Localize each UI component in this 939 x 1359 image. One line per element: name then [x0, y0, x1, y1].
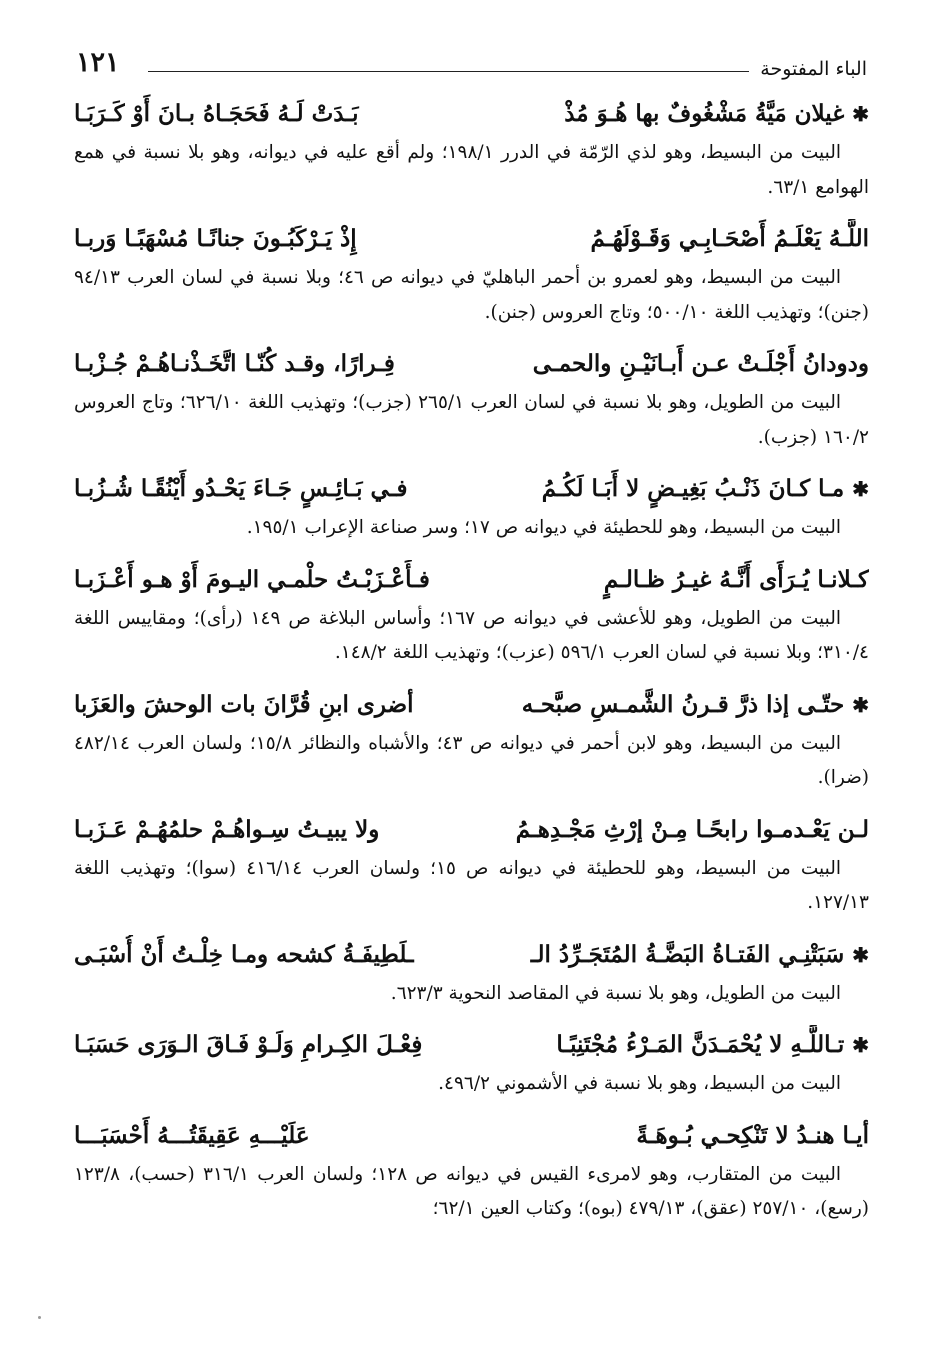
first-hemistich [516, 810, 869, 850]
first-hemistich-text: حتّـى إذا ذرَّ قـرنُ الشَّمـسِ صبَّحـه [521, 690, 845, 718]
margin-mark [38, 1316, 41, 1319]
asterisk-icon: ✱ [852, 477, 869, 501]
verse-line [74, 94, 869, 134]
first-hemistich [591, 219, 869, 259]
source-note: البيت من البسيط، وهو لذي الرّمّة في الدرر ١٩٨/١؛ ولم أقع عليه في ديوانه، وهو بلا نسبة في همع الهوامع ٦٣/١. [74, 142, 869, 198]
asterisk-icon: ✱ [852, 692, 869, 717]
source-note: البيت من المتقارب، وهو لامرىء القيس في ديوانه ص ١٢٨؛ ولسان العرب ٣١٦/١ (حسب)، ١٢٣/٨ (رسع)، ٢٥٧/١٠ (عقق)، ٤٧٩/١٣ (بوه)؛ وكتاب العين ٦٢/١؛ [74, 1163, 869, 1219]
verse-line [74, 219, 869, 259]
source-note: البيت من البسيط، وهو للحطيئة في ديوانه ص ١٥؛ ولسان العرب ٤١٦/١٤ (سوا)؛ وتهذيب اللغة ١٢٧/١٣. [74, 857, 869, 913]
second-hemistich: بَـدَتْ لَـهُ فَحَجَـاهُ بـانَ أَوْ كَـرَبَـا [74, 100, 359, 127]
source-note: البيت من الطويل، وهو بلا نسبة في المقاصد النحوية ٦٢٣/٣. [390, 982, 841, 1004]
header-rule [148, 71, 749, 72]
verse-line [74, 810, 869, 850]
second-hemistich: ـلَطِيفَـةُ كشحه ومـا خِلْـتُ أَنْ أُسْبَـى [74, 940, 414, 968]
first-hemistich-text: سَبَتْنِـي الفَتـاةُ البَضَّـةُ المُتَجَـرِّدُ الـ [530, 940, 845, 968]
running-title: الباء المفتوحة [760, 58, 867, 80]
asterisk-icon: ✱ [852, 942, 869, 967]
verse-entry [74, 810, 869, 921]
source-note: البيت من الطويل، وهو بلا نسبة في لسان العرب ٢٦٥/١ (جزب)؛ وتهذيب اللغة ٦٢٦/١٠؛ وتاج العروس ١٦٠/٢ (جزب). [74, 392, 869, 448]
source-note: البيت من البسيط، وهو بلا نسبة في الأشموني ٤٩٦/٢. [438, 1073, 841, 1094]
source-note: البيت من البسيط، وهو لابن أحمر في ديوانه ص ٤٣؛ والأشباه والنظائر ١٥/٨؛ ولسان العرب ٤٨٢/١٤ (ضرا). [74, 732, 869, 788]
second-hemistich: إِذْ يَـرْكَبُـونَ جنانًـا مُسْهَبًـا وَربـا [74, 225, 357, 252]
first-hemistich [522, 685, 869, 725]
first-hemistich [533, 344, 869, 384]
verse-entry [74, 94, 869, 205]
first-hemistich-text: غيلان مَيَّةُ مَشْغُوفٌ بها هُـوَ مُذْ [564, 100, 845, 127]
verse-entry [74, 935, 869, 1012]
verse-line [74, 1025, 869, 1065]
first-hemistich-text: لـن يَعْـدمـوا رابحًـا مِـنْ إرْثِ مَجْـدِهـمُ [515, 815, 869, 843]
second-hemistich: فـي بَـائِـسٍ جَـاءَ يَحْـدُو أَيْنُقًـا شُـزُبـا [74, 475, 408, 502]
first-hemistich [542, 469, 869, 509]
second-hemistich: ولا يبيـتُ سِـواهُـمْ حلمُهُـمْ عَـزَبـا [74, 815, 380, 843]
first-hemistich [556, 1025, 869, 1065]
verse-entry [74, 685, 869, 796]
verse-line [74, 1116, 869, 1156]
second-hemistich: أضرى ابنِ قُرَّانَ بات الوحشَ والعَزَبا [74, 690, 414, 718]
first-hemistich [604, 560, 869, 600]
second-hemistich: فِـرارًا، وقـد كُنّـا اتَّخَـذْنـاهُـمْ جُـزْبـا [74, 350, 395, 377]
verse-entry [74, 469, 869, 546]
page-number: ١٢١ [76, 47, 120, 78]
first-hemistich-text: أيـا هنـدُ لا تَنْكِحـي بُـوهَـةً [636, 1121, 869, 1149]
source-note: البيت من البسيط، وهو للحطيئة في ديوانه ص ١٧؛ وسر صناعة الإعراب ١٩٥/١. [246, 517, 841, 538]
first-hemistich-text: كـلانـا يُـرَأَى أَنَّـهُ غيـرُ ظـالـمٍ [603, 565, 869, 593]
verse-line [74, 469, 869, 509]
first-hemistich [531, 935, 869, 975]
verse-line [74, 344, 869, 384]
first-hemistich [564, 94, 869, 134]
verse-line [74, 685, 869, 725]
verse-entry [74, 219, 869, 330]
second-hemistich: عَلَيْـــهِ عَقِيقَتُـــهُ أَحْسَبَـــا [74, 1121, 310, 1149]
verse-entry [74, 344, 869, 455]
verse-entry [74, 1025, 869, 1102]
verse-entry [74, 1116, 869, 1227]
page-header [76, 44, 867, 84]
asterisk-icon: ✱ [852, 102, 869, 126]
source-note: البيت من الطويل، وهو للأعشى في ديوانه ص ١٦٧؛ وأساس البلاغة ص ١٤٩ (رأى)؛ ومقاييس اللغة ٣١٠/٤؛ وبلا نسبة في لسان العرب ٥٩٦/١ (عزب)؛ وتهذيب اللغة ١٤٨/٢. [74, 607, 869, 663]
first-hemistich-text: ودودانُ أَجْلَـتْ عـن أَبـانَيْـنِ والحمـى [532, 350, 869, 377]
first-hemistich [636, 1116, 869, 1156]
second-hemistich: فـأَعْـزَبْـتُ حلْمـي اليـومَ أَوْ هـو أَعْـزَبـا [74, 565, 430, 593]
verse-line [74, 935, 869, 975]
first-hemistich-text: مـا كـانَ ذَنْـبُ بَغِيـضٍ لا أَبَـا لَكُـمُ [541, 475, 845, 502]
entries-list [74, 94, 869, 1241]
first-hemistich-text: تـاللَّـهِ لا يُحْمَـدَنَّ المَـرْءُ مُجْتَنِبًـا [556, 1031, 845, 1058]
verse-entry [74, 560, 869, 671]
second-hemistich: فِعْـلَ الكِـرامِ وَلَـوْ فَـاقَ الـوَرَى حَسَبَـا [74, 1031, 423, 1058]
asterisk-icon: ✱ [852, 1033, 869, 1057]
first-hemistich-text: اللَّـهُ يَعْلَـمُ أَصْحَـابِـي وَقَـوْلَهُـمُ [590, 225, 869, 252]
source-note: البيت من البسيط، وهو لعمرو بن أحمر الباهليّ في ديوانه ص ٤٦؛ وبلا نسبة في لسان العرب ٩٤/١٣ (جنن)؛ وتهذيب اللغة ٥٠٠/١٠؛ وتاج العروس (جنن). [74, 267, 869, 323]
verse-line [74, 560, 869, 600]
